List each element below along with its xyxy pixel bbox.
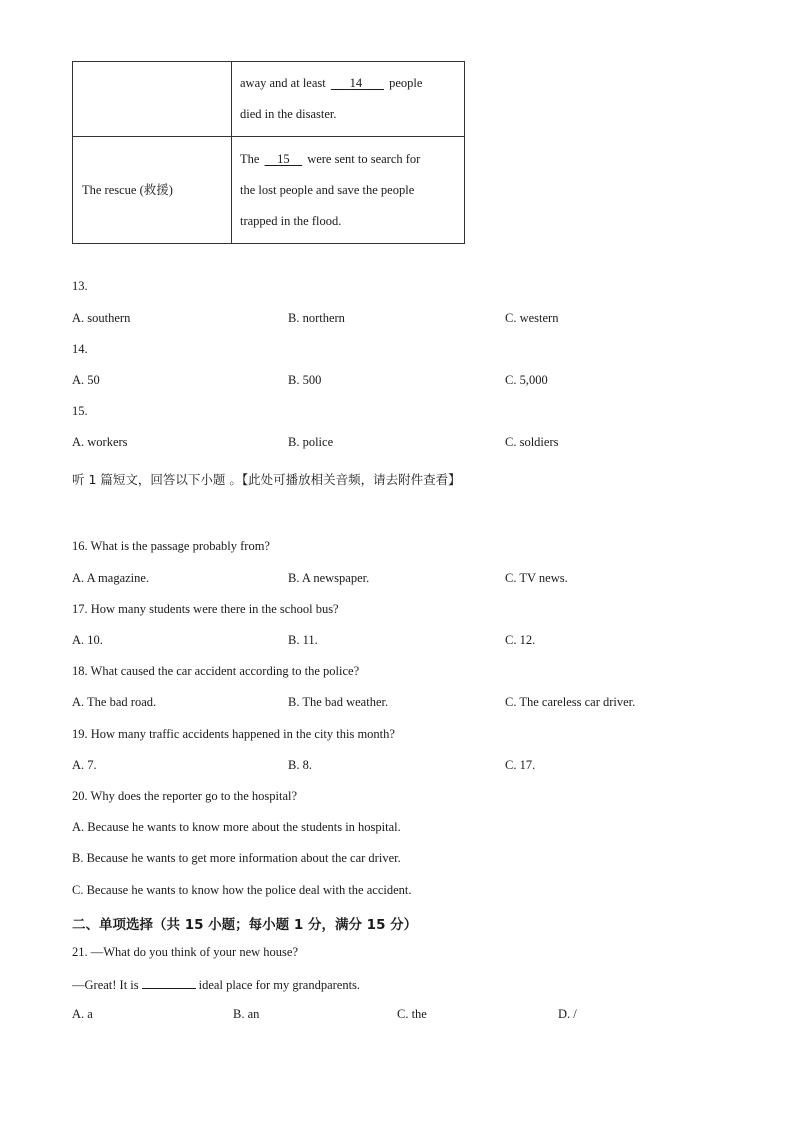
question-20-option-b[interactable]: B. Because he wants to get more information about the car driver.	[72, 851, 401, 865]
question-18-option-a[interactable]: A. The bad road.	[72, 695, 157, 709]
question-19-option-c[interactable]: C. 17.	[505, 758, 536, 772]
question-13-option-b[interactable]: B. northern	[288, 311, 345, 325]
question-16-option-b[interactable]: B. A newspaper.	[288, 571, 370, 585]
reply-text: —Great! It is	[72, 978, 139, 992]
question-17-option-a[interactable]: A. 10.	[72, 633, 103, 647]
question-15-option-c[interactable]: C. soldiers	[505, 435, 559, 449]
cell-text: trapped in the flood.	[240, 213, 342, 228]
question-16-option-c[interactable]: C. TV news.	[505, 571, 568, 585]
cell-text: away and at least	[240, 76, 326, 90]
question-21-option-c[interactable]: C. the	[397, 1007, 427, 1021]
table-cell-label: The rescue (救援)	[73, 137, 232, 244]
question-21-text: 21. —What do you think of your new house?	[72, 945, 299, 959]
listening-instruction: 听 1 篇短文，回答以下小题 。【此处可播放相关音频，请去附件查看】	[72, 472, 461, 487]
cell-text: were sent to search for	[307, 151, 421, 166]
question-14-option-a[interactable]: A. 50	[72, 373, 100, 387]
cell-text: died in the disaster.	[240, 107, 337, 121]
question-16-option-a[interactable]: A. A magazine.	[72, 571, 150, 585]
question-18-option-c[interactable]: C. The careless car driver.	[505, 695, 636, 709]
question-15-option-b[interactable]: B. police	[288, 435, 334, 449]
question-21-option-a[interactable]: A. a	[72, 1007, 93, 1021]
question-20-option-c[interactable]: C. Because he wants to know how the police deal with the accident.	[72, 883, 412, 897]
question-13-option-a[interactable]: A. southern	[72, 311, 131, 325]
cell-text: the lost people and save the people	[240, 182, 415, 197]
question-21-option-d[interactable]: D. /	[558, 1007, 577, 1021]
table-row	[73, 137, 465, 244]
answer-blank-21	[142, 976, 196, 989]
section-title: 二、单项选择（共 15 小题；每小题 1 分，满分 15 分）	[72, 917, 418, 933]
blank-number: 15	[277, 151, 290, 166]
question-14-number: 14.	[72, 342, 88, 356]
question-17-option-c[interactable]: C. 12.	[505, 633, 536, 647]
question-13-number: 13.	[72, 279, 88, 293]
question-15-number: 15.	[72, 404, 88, 418]
answer-blank-14	[329, 68, 386, 99]
question-14-option-b[interactable]: B. 500	[288, 373, 322, 387]
question-19-option-b[interactable]: B. 8.	[288, 758, 312, 772]
question-16-text: 16. What is the passage probably from?	[72, 539, 270, 553]
question-15-option-a[interactable]: A. workers	[72, 435, 128, 449]
answer-blank-15	[263, 144, 305, 175]
question-14-option-c[interactable]: C. 5,000	[505, 373, 548, 387]
table-cell-content	[232, 137, 465, 244]
cell-text: people	[389, 76, 423, 90]
info-table	[72, 61, 465, 244]
cell-text: The	[240, 151, 260, 166]
reply-text: ideal place for my grandparents.	[198, 978, 361, 992]
question-20-text: 20. Why does the reporter go to the hospital?	[72, 789, 298, 803]
question-13-option-c[interactable]: C. western	[505, 311, 559, 325]
question-19-text: 19. How many traffic accidents happened in the city this month?	[72, 727, 395, 741]
table-row	[73, 62, 465, 137]
question-20-option-a[interactable]: A. Because he wants to know more about the students in hospital.	[72, 820, 401, 834]
question-17-option-b[interactable]: B. 11.	[288, 633, 318, 647]
table-cell-content	[232, 62, 465, 137]
question-18-text: 18. What caused the car accident according to the police?	[72, 664, 360, 678]
question-21-reply	[72, 976, 360, 993]
question-18-option-b[interactable]: B. The bad weather.	[288, 695, 389, 709]
question-17-text: 17. How many students were there in the school bus?	[72, 602, 339, 616]
table-cell-label	[73, 62, 232, 137]
question-19-option-a[interactable]: A. 7.	[72, 758, 97, 772]
blank-number: 14	[349, 76, 363, 90]
question-21-option-b[interactable]: B. an	[233, 1007, 260, 1021]
